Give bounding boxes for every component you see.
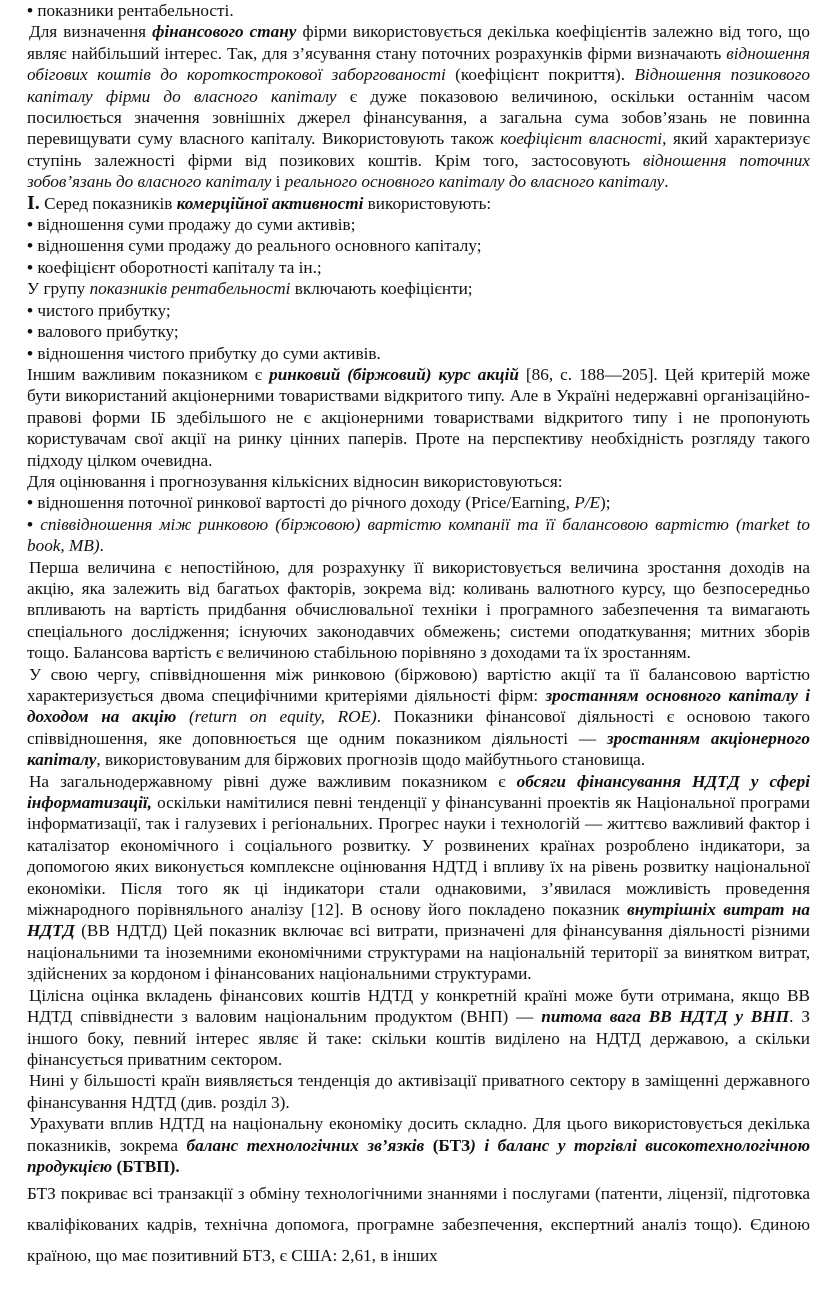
bullet-capital-turnover: • коефіцієнт оборотності капіталу та ін.; [27,257,810,278]
bullet-gross-profit: • валового прибутку; [27,321,810,342]
bullet-sales-to-real-capital: • відношення суми продажу до реального основного капіталу; [27,235,810,256]
bullet-net-profit: • чистого прибутку; [27,300,810,321]
paragraph-market-share-price: Іншим важливим показником є ринковий (біржовий) курс акцій [86, с. 188—205]. Цей критерій може бути використаний акціонерними товариствами відкритого типу. Але в Україні недержавні організаційно-правові форми ІБ здебільшого не є акціонерними товариствами відкритого типу і не пропонують користувачам свої акції на ринку цінних паперів. Проте на перспективу необхідність розгляду такого підходу цілком очевидна. [27,364,811,470]
paragraph-btz-coverage: БТЗ покриває всі транзакції з обміну технологічними знаннями і послугами (патенти, ліцензії, підготовка кваліфікованих кадрів, технічна допомога, програмне забезпечення, експертний аналіз тощо). Єдиною країною, що має позитивний БТЗ, є США: 2,61, в інших [27,1184,810,1266]
paragraph-holistic-assessment: Цілісна оцінка вкладень фінансових коштів НДТД у конкретній країні може бути отримана, якщо ВВ НДТД співвіднести з валовим національним продуктом (ВНП) — питома вага ВВ НДТД у ВНП. З іншого боку, певний інтерес являє й таке: скільки коштів виділено на НДТД державою, а скільки фінансується приватним сектором. [27,985,810,1069]
paragraph-market-book-ratio: У свою чергу, співвідношення між ринковою (біржовою) вартістю акції та її балансовою вартістю характеризується двома специфічними критеріями діяльності фірм: зростанням основного капіталу і доходом на акцію (return on equity, ROE). Показники фінансової діяльності є основою такого співвідношення, яке доповнюється ще одним показником діяльності — зростанням акціонерного капіталу, використовуваним для біржових прогнозів щодо майбутнього становища. [27,664,810,770]
bullet-price-earning: • відношення поточної ринкової вартості до річного доходу (Price/Earning, Р/Е); [27,492,810,513]
paragraph-profitability-group: У групу показників рентабельності включають коефіцієнти; [27,279,473,299]
paragraph-first-value: Перша величина є непостійною, для розрахунку її використовується величина зростання доходів на акцію, яка залежить від багатьох факторів, зокрема від: коливань валютного курсу, що безпосередньо впливають на вартість придбання обчислювальної техніки і програмного забезпечення та вимагають спеціального дослідження; існуючих законодавчих обмежень; системи оподаткування; митних зборів тощо. Балансова вартість є величиною стабільною порівняно з доходами та їх зростанням. [27,557,810,663]
paragraph-private-sector: Нині у більшості країн виявляється тенденція до активізації приватного сектору в заміщенні державного фінансування НДТД (див. розділ 3). [27,1071,810,1112]
paragraph-commercial-activity: I. Серед показників комерційної активності використовують: [27,191,492,214]
paragraph-economic-impact: Урахувати вплив НДТД на національну економіку досить складно. Для цього використовується декілька показників, зокрема баланс технологічних зв’язків (БТЗ) і баланс у торгівлі високотехнологічною продукцією (БТВП). [27,1114,811,1176]
bullet-market-to-book: • співвідношення між ринковою (біржовою) вартістю компанії та її балансовою вартістю (market to book, MB). [27,514,810,557]
bullet-sales-to-assets: • відношення суми продажу до суми активів; [27,214,810,235]
paragraph-quantitative-relations: Для оцінювання і прогнозування кількісних відносин використовуються: [27,471,563,491]
bullet-profitability-indicators: • показники рентабельності. [27,0,810,21]
paragraph-national-level: На загальнодержавному рівні дуже важливим показником є обсяги фінансування НДТД у сфері інформатизації, оскільки намітилися певні тенденції у фінансуванні проектів як Національної програми інформатизації, так і галузевих і регіональних. Прогрес науки і технологій — життєво важливий фактор і каталізатор економічного і соціального розвитку. У розвинених країнах розроблено індикатори, за допомогою яких виконується комплексне оцінювання НДТД і впливу їх на рівень розвитку національної економіки. Після того як ці індикатори стали однаковими, з’явилася можливість проведення міжнародного порівняльного аналізу [12]. В основу його покладено показник внутрішніх витрат на НДТД (ВВ НДТД) Цей показник включає всі витрати, призначені для фінансування діяльності різними національними та іноземними економічними структурами на національній території за винятком витрат, здійснених за кордоном і фінансованих національними структурами. [27,771,810,984]
bullet-net-profit-to-assets: • відношення чистого прибутку до суми активів. [27,343,810,364]
paragraph-financial-state: Для визначення фінансового стану фірми використовується декілька коефіцієнтів залежно від того, що являє найбільший інтерес. Так, для з’ясування стану поточних розрахунків фірми визначають відношення обігових коштів до короткострокової заборгованості (коефіцієнт покриття). Відношення позикового капіталу фірми до власного капіталу є дуже показовою величиною, оскільки останнім часом посилюється значення зовнішніх джерел фінансування, а загальна сума зобов’язань не повинна перевищувати суму власного капіталу. Використовують також коефіцієнт власності, який характеризує ступінь залежності фірми від позикових коштів. Крім того, застосовують відношення поточних зобов’язань до власного капіталу і реального основного капіталу до власного капіталу. [27,22,811,192]
